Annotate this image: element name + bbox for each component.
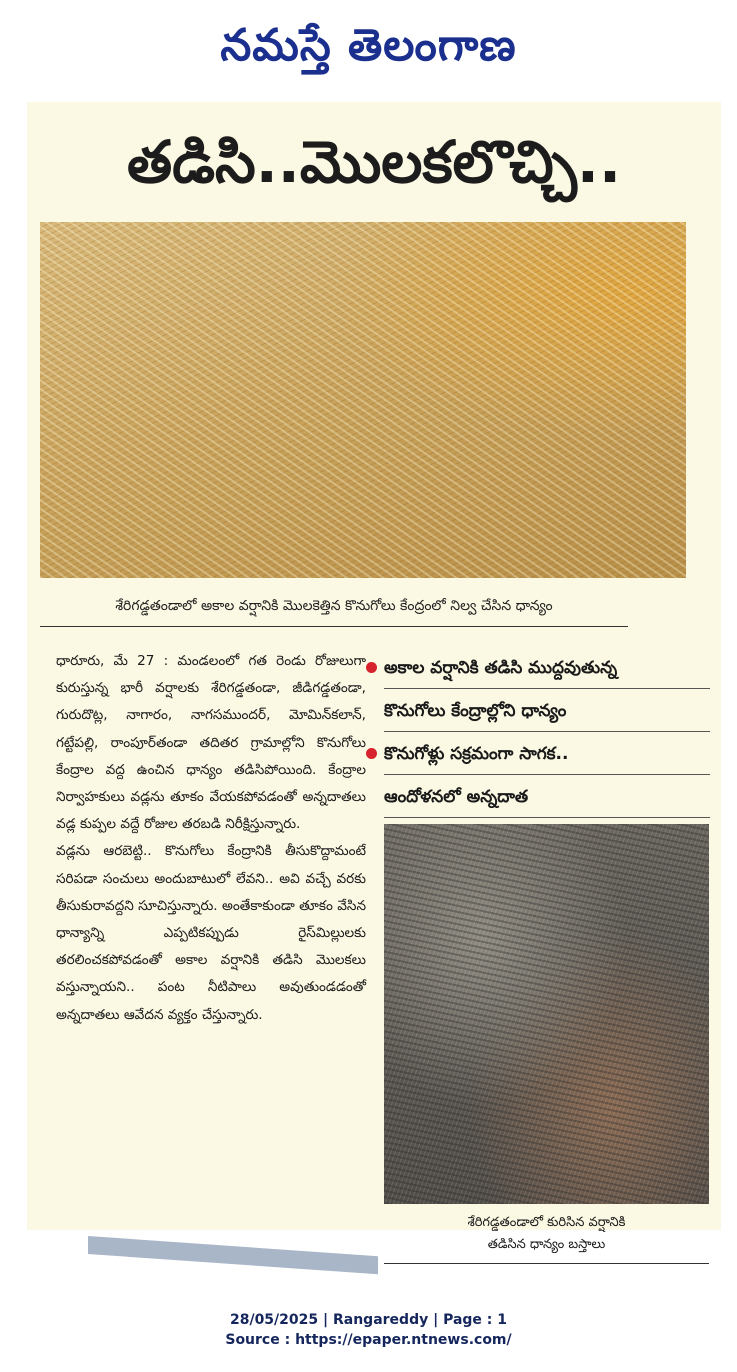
- sprouted-grain-photo: [40, 222, 686, 578]
- body-paragraph-1: ధారూరు, మే 27 : మండలంలో గత రెండు రోజులుగా కురుస్తున్న భారీ వర్షాలకు శేరిగడ్డతండా, జీడిగడ్డతండా, గురుదొట్ల, నాగారం, నాగసముందర్, మోమిన్‌కలాన్, గట్టేపల్లి, రాంపూర్‌తండా తదితర గ్రామాల్లోని కొనుగోలు కేంద్రాల వద్ద ఉంచిన ధాన్యం తడిసిపోయింది. కేంద్రాల నిర్వాహకులు వడ్లను తూకం వేయకపోవడంతో అన్నదాతలు వడ్ల కుప్పల వద్దే రోజుల తరబడి నిరీక్షిస్తున్నారు.: [56, 653, 366, 833]
- decorative-stripe: [88, 1236, 378, 1274]
- top-photo-caption: శేరిగడ్డతండాలో అకాల వర్షానికి మొలకెత్తిన కొనుగోలు కేంద్రంలో నిల్వ చేసిన ధాన్యం: [40, 586, 628, 627]
- article-headline: తడిసి..మొలకలొచ్చి..: [127, 128, 621, 196]
- footer-info: 28/05/2025 | Rangareddy | Page : 1: [229, 1312, 508, 1328]
- highlight-item: [360, 736, 710, 818]
- wet-grain-sacks-photo: [384, 824, 709, 1204]
- bottom-caption-line: తడిసిన ధాన్యం బస్తాలు: [487, 1237, 606, 1252]
- highlight-line: కొనుగోళ్లు సక్రమంగా సాగక..: [384, 736, 710, 775]
- highlight-line: అకాల వర్షానికి తడిసి ముద్దవుతున్న: [384, 650, 710, 689]
- highlights-box: [360, 650, 710, 822]
- body-paragraph-2: వడ్లను ఆరబెట్టి.. కొనుగోలు కేంద్రానికి తీసుకొద్దామంటే సరిపడా సంచులు అందుబాటులో లేవని.. అవి వచ్చే వరకు తీసుకురావద్దని సూచిస్తున్నారు. అంతేకాకుండా తూకం వేసిన ధాన్యాన్ని ఎప్పటికప్పుడు రైస్‌మిల్లులకు తరలించకపోవడంతో అకాల వర్షానికి తడిసి మొలకలు వస్తున్నాయని.. పంట నీటిపాలు అవుతుండడంతో అన్నదాతలు ఆవేదన వ్యక్తం చేస్తున్నారు.: [56, 843, 366, 1023]
- highlight-line: ఆందోళనలో అన్నదాత: [384, 779, 710, 818]
- footer-source: Source : https://epaper.ntnews.com/: [225, 1332, 512, 1348]
- bullet-dot-icon: [366, 748, 377, 759]
- article-body: [56, 648, 366, 1029]
- page-footer: [0, 1310, 737, 1350]
- masthead-logo: నమస్తే తెలంగాణ: [220, 20, 517, 71]
- highlight-line: కొనుగోలు కేంద్రాల్లోని ధాన్యం: [384, 693, 710, 732]
- bottom-caption-line: శేరిగడ్డతండాలో కురిసిన వర్షానికి: [467, 1215, 626, 1230]
- bottom-photo-caption: [384, 1208, 709, 1264]
- highlight-item: [360, 650, 710, 732]
- bullet-dot-icon: [366, 662, 377, 673]
